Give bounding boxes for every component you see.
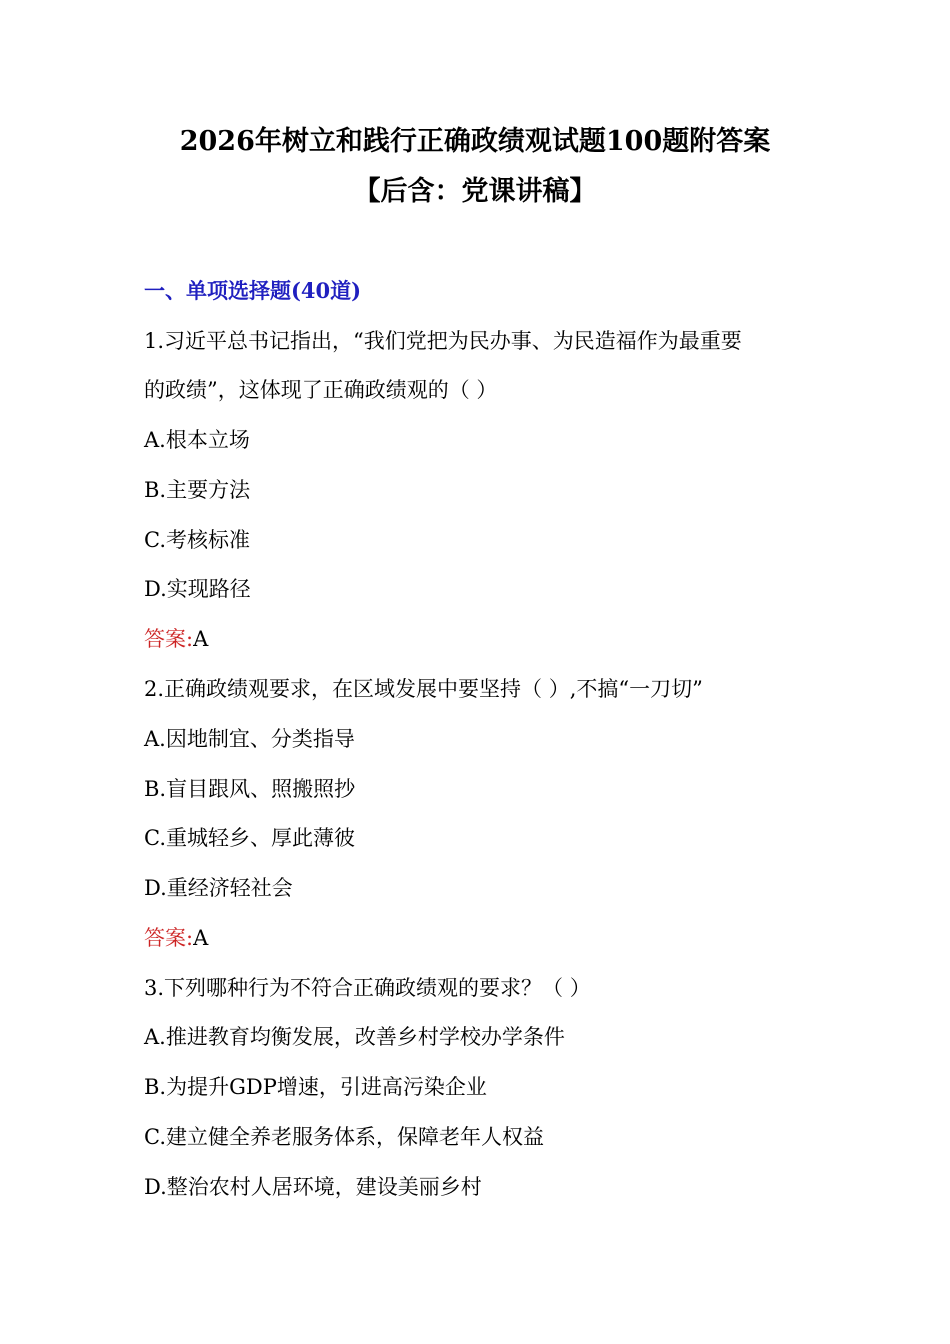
- answer-label: 答案:: [144, 926, 194, 950]
- document-title: 2026年树立和践行正确政绩观试题100题附答案: [179, 126, 771, 157]
- question-3-stem-line1: 3.下列哪种行为不符合正确政绩观的要求？（ ）: [144, 976, 591, 1000]
- question-2-option-c: C.重城轻乡、厚此薄彼: [144, 826, 355, 850]
- question-3-option-b: B.为提升GDP增速，引进高污染企业: [144, 1075, 487, 1099]
- question-1-option-a: A.根本立场: [144, 428, 250, 452]
- question-3-option-a: A.推进教育均衡发展，改善乡村学校办学条件: [144, 1025, 565, 1049]
- answer-label: 答案:: [144, 627, 194, 651]
- question-1-option-b: B.主要方法: [144, 478, 251, 502]
- answer-value: A: [193, 926, 209, 950]
- answer-value: A: [193, 627, 209, 651]
- question-2-answer: [144, 923, 208, 953]
- question-1-option-d: D.实现路径: [144, 577, 251, 601]
- question-3-option-d: D.整治农村人居环境，建设美丽乡村: [144, 1175, 482, 1199]
- question-2-option-a: A.因地制宜、分类指导: [144, 727, 355, 751]
- question-1-option-c: C.考核标准: [144, 528, 250, 552]
- question-3-option-c: C.建立健全养老服务体系，保障老年人权益: [144, 1125, 544, 1149]
- document-subtitle: 【后含：党课讲稿】: [353, 176, 597, 207]
- question-1-answer: [144, 624, 208, 654]
- question-2-option-d: D.重经济轻社会: [144, 876, 293, 900]
- question-1-stem-line1: 1.习近平总书记指出，“我们党把为民办事、为民造福作为最重要: [144, 329, 742, 353]
- question-2-stem-line1: 2.正确政绩观要求，在区域发展中要坚持（ ）,不搞“一刀切”: [144, 677, 703, 701]
- question-2-option-b: B.盲目跟风、照搬照抄: [144, 777, 356, 801]
- section-heading: 一、单项选择题(40道): [144, 278, 362, 303]
- question-1-stem-line2: 的政绩”，这体现了正确政绩观的（ ）: [144, 378, 498, 402]
